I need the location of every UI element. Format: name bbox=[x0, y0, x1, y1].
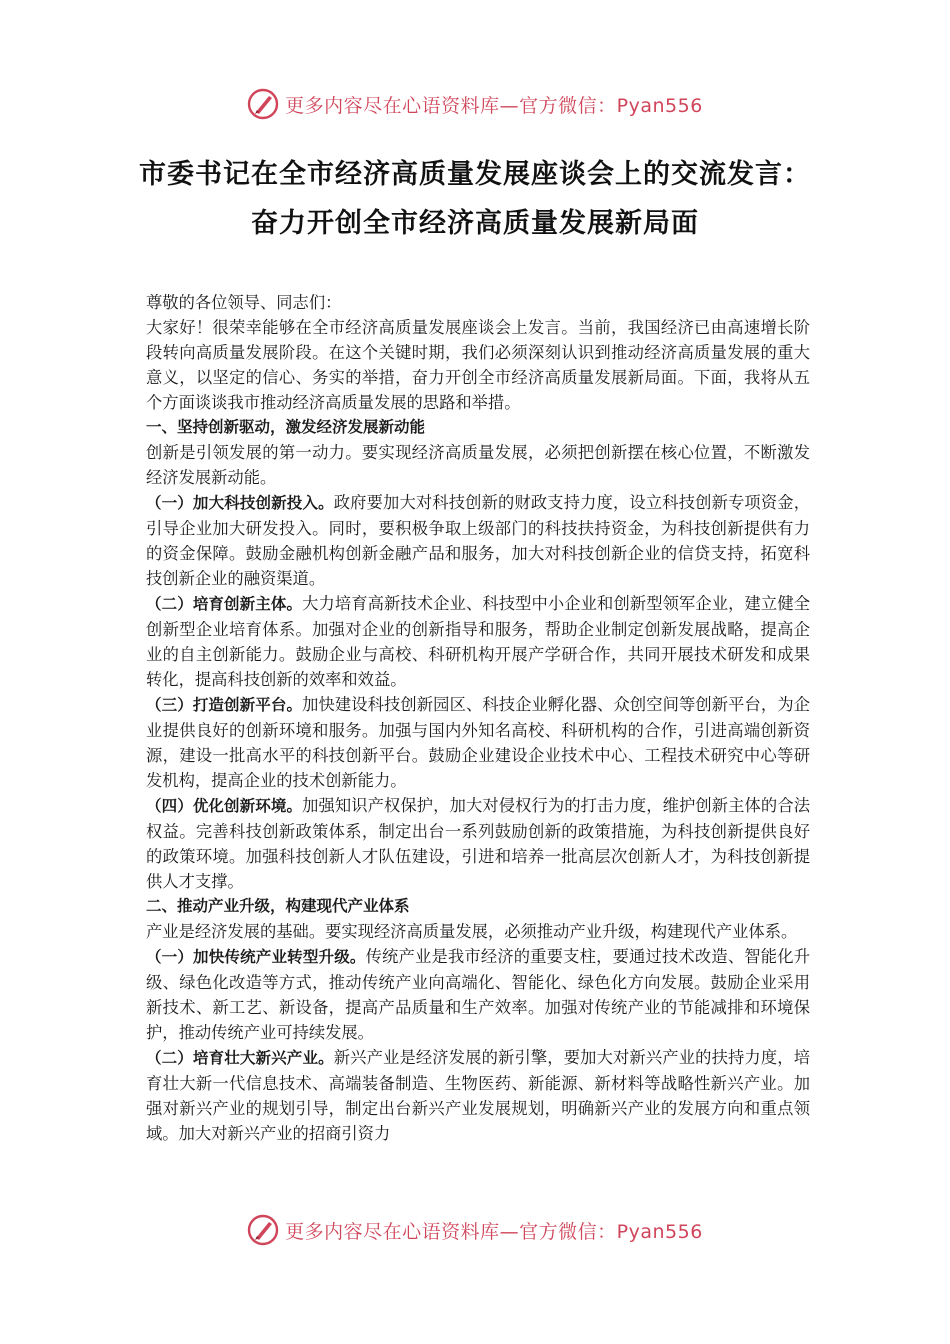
section-intro: 创新是引领发展的第一动力。要实现经济高质量发展，必须把创新摆在核心位置，不断激发经济发展新动能。 bbox=[146, 443, 810, 487]
subsection-paragraph bbox=[146, 490, 810, 591]
quill-pen-logo-icon bbox=[247, 88, 279, 120]
subsection-text: 大力培育高新技术企业、科技型中小企业和创新型领军企业，建立健全创新型企业培育体系。加强对企业的创新指导和服务，帮助企业制定创新发展战略，提高企业的自主创新能力。鼓励企业与高校、科研机构开展产学研合作，共同开展技术研发和成果转化，提高科技创新的效率和效益。 bbox=[146, 594, 810, 689]
subsection-text: 加快建设科技创新园区、科技企业孵化器、众创空间等创新平台，为企业提供良好的创新环境和服务。加强与国内外知名高校、科研机构的合作，引进高端创新资源，建设一批高水平的科技创新平台。鼓励企业建设企业技术中心、工程技术研究中心等研发机构，提高企业的技术创新能力。 bbox=[146, 695, 810, 790]
banner-text: 更多内容尽在心语资料库—官方微信：Pyan556 bbox=[285, 1220, 703, 1243]
subsection-lead: （二）培育创新主体。 bbox=[146, 595, 303, 613]
header-banner bbox=[0, 84, 950, 124]
subsection-paragraph bbox=[146, 944, 810, 1045]
subsection-paragraph bbox=[146, 591, 810, 692]
document-title-line1: 市委书记在全市经济高质量发展座谈会上的交流发言： bbox=[139, 159, 811, 190]
subsection-paragraph bbox=[146, 1045, 810, 1146]
salutation: 尊敬的各位领导、同志们： bbox=[146, 293, 342, 312]
document-body bbox=[146, 290, 810, 1146]
footer-banner bbox=[0, 1210, 950, 1250]
subsection-paragraph bbox=[146, 793, 810, 894]
subsection-lead: （三）打造创新平台。 bbox=[146, 696, 303, 714]
subsection-text: 加强知识产权保护，加大对侵权行为的打击力度，维护创新主体的合法权益。完善科技创新政策体系，制定出台一系列鼓励创新的政策措施，为科技创新提供良好的政策环境。加强科技创新人才队伍建设，引进和培养一批高层次创新人才，为科技创新提供人才支撑。 bbox=[146, 796, 810, 891]
banner-text: 更多内容尽在心语资料库—官方微信：Pyan556 bbox=[285, 94, 703, 117]
subsection-lead: （四）优化创新环境。 bbox=[146, 797, 303, 815]
quill-pen-logo-icon bbox=[247, 1214, 279, 1246]
subsection-text: 新兴产业是经济发展的新引擎，要加大对新兴产业的扶持力度，培育壮大新一代信息技术、高端装备制造、生物医药、新能源、新材料等战略性新兴产业。加强对新兴产业的规划引导，制定出台新兴产业发展规划，明确新兴产业的发展方向和重点领域。加大对新兴产业的招商引资力 bbox=[146, 1048, 810, 1143]
subsection-lead: （一）加大科技创新投入。 bbox=[146, 494, 334, 512]
subsection-text: 政府要加大对科技创新的财政支持力度，设立科技创新专项资金，引导企业加大研发投入。同时，要积极争取上级部门的科技扶持资金，为科技创新提供有力的资金保障。鼓励金融机构创新金融产品和服务，加大对科技创新企业的信贷支持，拓宽科技创新企业的融资渠道。 bbox=[146, 493, 810, 588]
subsection-lead: （二）培育壮大新兴产业。 bbox=[146, 1049, 334, 1067]
section-heading: 二、推动产业升级，构建现代产业体系 bbox=[146, 897, 410, 915]
document-title-line2: 奋力开创全市经济高质量发展新局面 bbox=[251, 208, 699, 239]
section-intro: 产业是经济发展的基础。要实现经济高质量发展，必须推动产业升级，构建现代产业体系。 bbox=[146, 922, 798, 941]
intro-paragraph: 大家好！很荣幸能够在全市经济高质量发展座谈会上发言。当前，我国经济已由高速增长阶段转向高质量发展阶段。在这个关键时期，我们必须深刻认识到推动经济高质量发展的重大意义，以坚定的信心、务实的举措，奋力开创全市经济高质量发展新局面。下面，我将从五个方面谈谈我市推动经济高质量发展的思路和举措。 bbox=[146, 318, 810, 412]
subsection-text: 传统产业是我市经济的重要支柱，要通过技术改造、智能化升级、绿色化改造等方式，推动传统产业向高端化、智能化、绿色化方向发展。鼓励企业采用新技术、新工艺、新设备，提高产品质量和生产效率。加强对传统产业的节能减排和环境保护，推动传统产业可持续发展。 bbox=[146, 947, 810, 1042]
section-heading: 一、坚持创新驱动，激发经济发展新动能 bbox=[146, 418, 426, 436]
subsection-lead: （一）加快传统产业转型升级。 bbox=[146, 948, 366, 966]
subsection-paragraph bbox=[146, 692, 810, 793]
